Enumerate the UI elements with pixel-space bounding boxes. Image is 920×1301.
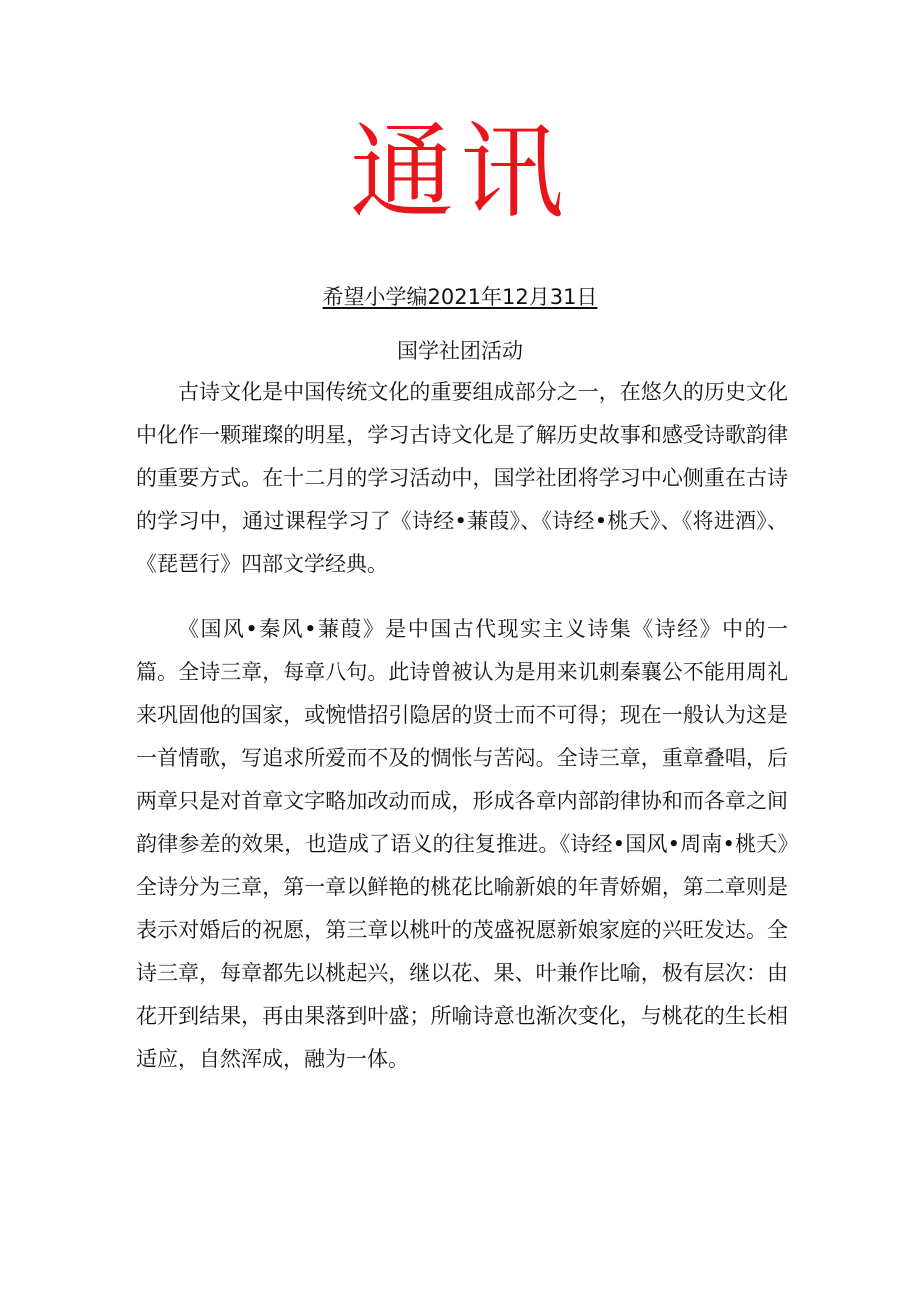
issue-line-text: 希望小学编2021年12月31日	[322, 285, 598, 309]
article-paragraph-1: 古诗文化是中国传统文化的重要组成部分之一，在悠久的历史文化中化作一颗璀璨的明星，学习古诗文化是了解历史故事和感受诗歌韵律的重要方式。在十二月的学习活动中，国学社团将学习中心侧重在古诗的学习中，通过课程学习了《诗经•蒹葭》、《诗经•桃夭》、《将进酒》、《琵琶行》四部文学经典。	[136, 380, 788, 576]
article-paragraph-2: 《国风•秦风•蒹葭》是中国古代现实主义诗集《诗经》中的一篇。全诗三章，每章八句。此诗曾被认为是用来讥刺秦襄公不能用周礼来巩固他的国家，或惋惜招引隐居的贤士而不可得；现在一般认为这是一首情歌，写追求所爱而不及的惆怅与苦闷。全诗三章，重章叠唱，后两章只是对首章文字略加改动而成，形成各章内部韵律协和而各章之间韵律参差的效果，也造成了语义的往复推进。《诗经•国风•周南•桃夭》全诗分为三章，第一章以鲜艳的桃花比喻新娘的年青娇媚，第二章则是表示对婚后的祝愿，第三章以桃叶的茂盛祝愿新娘家庭的兴旺发达。全诗三章，每章都先以桃起兴，继以花、果、叶兼作比喻，极有层次：由花开到结果，再由果落到叶盛；所喻诗意也渐次变化，与桃花的生长相适应，自然浑成，融为一体。	[136, 617, 788, 1071]
issue-info	[0, 282, 920, 312]
article-headline: 国学社团活动	[397, 339, 523, 363]
article-body	[136, 371, 788, 1081]
masthead-title: 通讯	[349, 111, 570, 233]
